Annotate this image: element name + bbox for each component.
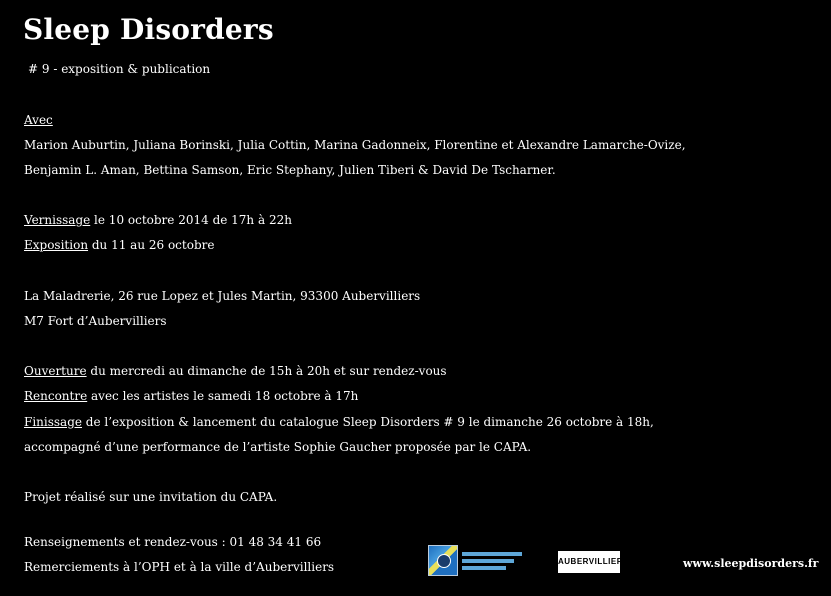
avec-label: Avec: [24, 113, 53, 127]
artists-line-2: Benjamin L. Aman, Bettina Samson, Eric Stephany, Julien Tiberi & David De Tscharner.: [24, 163, 556, 177]
website-link[interactable]: www.sleepdisorders.fr: [683, 557, 819, 570]
venue-address: La Maladrerie, 26 rue Lopez et Jules Martin, 93300 Aubervilliers: [24, 289, 421, 303]
venue-metro: M7 Fort d’Aubervilliers: [24, 314, 167, 328]
oph-emblem-icon: [428, 545, 458, 576]
vernissage-line: [24, 212, 292, 228]
renseignements-line: Renseignements et rendez-vous : 01 48 34 41 66: [24, 535, 322, 549]
avec-heading: [24, 112, 53, 128]
page-title: Sleep Disorders: [23, 13, 274, 46]
vernissage-text: le 10 octobre 2014 de 17h à 22h: [90, 213, 292, 227]
finissage-line: [24, 414, 654, 430]
rencontre-line: [24, 388, 358, 404]
exposition-label: Exposition: [24, 238, 89, 252]
ouverture-line: [24, 363, 447, 379]
oph-logo-text-bars: [462, 552, 522, 570]
rencontre-label: Rencontre: [24, 389, 88, 403]
ouverture-label: Ouverture: [24, 364, 87, 378]
exposition-text: du 11 au 26 octobre: [88, 238, 215, 252]
page-subtitle: # 9 - exposition & publication: [28, 62, 211, 76]
projet-line: Projet réalisé sur une invitation du CAPA.: [24, 490, 278, 504]
finissage-line-2: accompagné d’une performance de l’artiste Sophie Gaucher proposée par le CAPA.: [24, 440, 532, 454]
finissage-text: de l’exposition & lancement du catalogue Sleep Disorders # 9 le dimanche 26 octobre à 18h,: [81, 415, 654, 429]
exposition-line: [24, 237, 214, 253]
aubervilliers-logo: AUBERVILLIERS: [558, 551, 620, 573]
artists-line-1: Marion Auburtin, Juliana Borinski, Julia Cottin, Marina Gadonneix, Florentine et Alexandre Lamarche-Ovize,: [24, 138, 686, 152]
ouverture-text: du mercredi au dimanche de 15h à 20h et sur rendez-vous: [86, 364, 447, 378]
rencontre-text: avec les artistes le samedi 18 octobre à 17h: [87, 389, 359, 403]
finissage-label: Finissage: [24, 415, 82, 429]
remerciements-line: Remerciements à l’OPH et à la ville d’Aubervilliers: [24, 560, 335, 574]
vernissage-label: Vernissage: [24, 213, 91, 227]
oph-logo: [428, 545, 528, 576]
